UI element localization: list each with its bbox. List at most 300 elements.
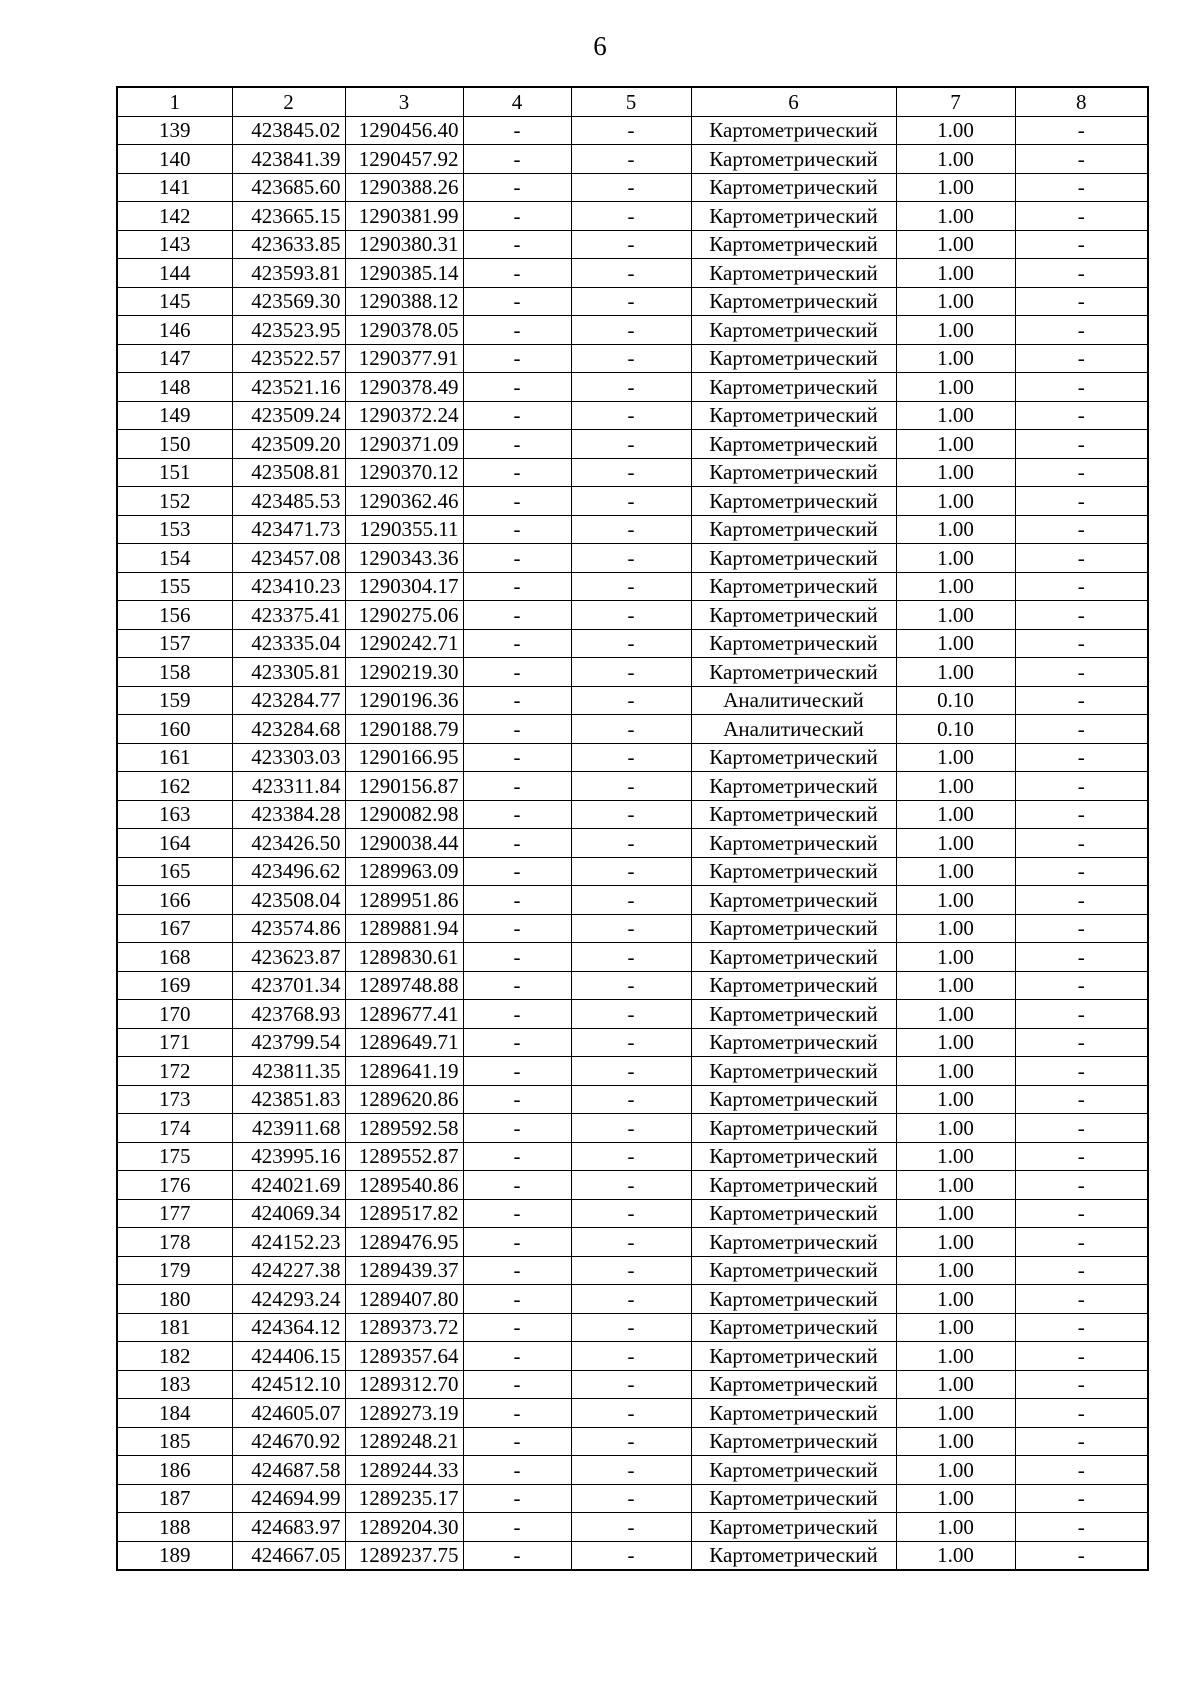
cell-accuracy: 1.00 [896,259,1015,288]
cell-coord-x: 423509.20 [232,430,345,459]
cell-coord-y: 1290362.46 [345,487,463,516]
cell-col-5: - [571,1057,691,1086]
cell-point-number: 177 [117,1199,232,1228]
cell-point-number: 166 [117,886,232,915]
cell-coord-x: 424694.99 [232,1484,345,1513]
cell-col-8: - [1015,430,1148,459]
cell-coord-y: 1290355.11 [345,515,463,544]
cell-col-4: - [463,800,571,829]
cell-point-number: 183 [117,1370,232,1399]
cell-method: Картометрический [691,1228,896,1257]
cell-point-number: 150 [117,430,232,459]
cell-col-4: - [463,1057,571,1086]
cell-method: Картометрический [691,1285,896,1314]
cell-coord-y: 1289357.64 [345,1342,463,1371]
table-row [117,1313,1148,1342]
cell-method: Картометрический [691,544,896,573]
cell-point-number: 154 [117,544,232,573]
cell-col-5: - [571,1114,691,1143]
cell-accuracy: 1.00 [896,1484,1015,1513]
cell-col-5: - [571,1171,691,1200]
cell-col-4: - [463,629,571,658]
cell-point-number: 161 [117,743,232,772]
cell-coord-y: 1290380.31 [345,230,463,259]
table-row [117,202,1148,231]
table-row [117,857,1148,886]
cell-coord-y: 1289439.37 [345,1256,463,1285]
cell-col-8: - [1015,971,1148,1000]
table-row [117,401,1148,430]
table-row [117,373,1148,402]
cell-col-8: - [1015,914,1148,943]
cell-coord-y: 1289407.80 [345,1285,463,1314]
cell-accuracy: 0.10 [896,686,1015,715]
cell-col-5: - [571,629,691,658]
cell-coord-y: 1290377.91 [345,344,463,373]
cell-col-5: - [571,572,691,601]
cell-col-4: - [463,1370,571,1399]
cell-accuracy: 1.00 [896,1085,1015,1114]
cell-accuracy: 1.00 [896,772,1015,801]
cell-point-number: 160 [117,715,232,744]
cell-coord-x: 424069.34 [232,1199,345,1228]
cell-coord-y: 1290196.36 [345,686,463,715]
cell-coord-x: 423485.53 [232,487,345,516]
cell-coord-y: 1289204.30 [345,1513,463,1542]
cell-col-4: - [463,857,571,886]
cell-point-number: 151 [117,458,232,487]
cell-coord-x: 423841.39 [232,145,345,174]
cell-col-5: - [571,373,691,402]
cell-col-5: - [571,715,691,744]
cell-col-4: - [463,173,571,202]
cell-point-number: 172 [117,1057,232,1086]
cell-method: Картометрический [691,1427,896,1456]
cell-accuracy: 1.00 [896,316,1015,345]
table-row [117,914,1148,943]
cell-col-8: - [1015,686,1148,715]
cell-coord-x: 423523.95 [232,316,345,345]
table-row [117,658,1148,687]
cell-point-number: 162 [117,772,232,801]
cell-point-number: 140 [117,145,232,174]
cell-col-4: - [463,601,571,630]
table-row [117,515,1148,544]
cell-col-8: - [1015,658,1148,687]
cell-col-8: - [1015,857,1148,886]
table-row [117,458,1148,487]
cell-col-5: - [571,1456,691,1485]
cell-col-4: - [463,1085,571,1114]
cell-method: Картометрический [691,572,896,601]
cell-col-4: - [463,344,571,373]
cell-coord-x: 424512.10 [232,1370,345,1399]
cell-col-5: - [571,145,691,174]
cell-accuracy: 1.00 [896,658,1015,687]
cell-accuracy: 1.00 [896,857,1015,886]
cell-accuracy: 1.00 [896,487,1015,516]
cell-method: Картометрический [691,743,896,772]
cell-col-8: - [1015,544,1148,573]
table-row [117,1028,1148,1057]
cell-col-8: - [1015,800,1148,829]
cell-coord-y: 1290242.71 [345,629,463,658]
table-row [117,344,1148,373]
cell-col-5: - [571,287,691,316]
cell-col-5: - [571,259,691,288]
cell-point-number: 153 [117,515,232,544]
cell-coord-x: 423851.83 [232,1085,345,1114]
cell-point-number: 164 [117,829,232,858]
cell-coord-y: 1289248.21 [345,1427,463,1456]
cell-coord-y: 1290388.26 [345,173,463,202]
cell-coord-y: 1290456.40 [345,116,463,145]
cell-accuracy: 1.00 [896,629,1015,658]
cell-method: Картометрический [691,1513,896,1542]
cell-coord-x: 423521.16 [232,373,345,402]
cell-col-4: - [463,287,571,316]
cell-point-number: 174 [117,1114,232,1143]
cell-coord-y: 1289273.19 [345,1399,463,1428]
cell-point-number: 155 [117,572,232,601]
cell-method: Картометрический [691,971,896,1000]
column-header: 5 [571,87,691,116]
cell-method: Картометрический [691,401,896,430]
cell-col-4: - [463,230,571,259]
table-row [117,1427,1148,1456]
table-row [117,1399,1148,1428]
cell-col-5: - [571,743,691,772]
cell-method: Картометрический [691,1199,896,1228]
cell-col-8: - [1015,316,1148,345]
cell-col-4: - [463,914,571,943]
cell-accuracy: 1.00 [896,1399,1015,1428]
cell-coord-y: 1290275.06 [345,601,463,630]
cell-col-8: - [1015,1256,1148,1285]
cell-coord-y: 1290156.87 [345,772,463,801]
cell-col-5: - [571,344,691,373]
cell-col-5: - [571,1427,691,1456]
cell-col-8: - [1015,1228,1148,1257]
cell-method: Картометрический [691,230,896,259]
cell-col-8: - [1015,1427,1148,1456]
cell-coord-x: 423375.41 [232,601,345,630]
cell-col-8: - [1015,743,1148,772]
cell-accuracy: 1.00 [896,1228,1015,1257]
cell-method: Картометрический [691,857,896,886]
table-row [117,686,1148,715]
cell-col-8: - [1015,287,1148,316]
cell-coord-y: 1289552.87 [345,1142,463,1171]
cell-accuracy: 1.00 [896,1199,1015,1228]
column-header: 7 [896,87,1015,116]
cell-accuracy: 1.00 [896,1427,1015,1456]
cell-col-5: - [571,1256,691,1285]
cell-col-5: - [571,173,691,202]
cell-accuracy: 1.00 [896,1342,1015,1371]
cell-accuracy: 1.00 [896,373,1015,402]
cell-col-8: - [1015,1199,1148,1228]
cell-col-8: - [1015,1171,1148,1200]
cell-col-8: - [1015,1285,1148,1314]
cell-method: Картометрический [691,1057,896,1086]
cell-coord-x: 423284.68 [232,715,345,744]
cell-method: Картометрический [691,1142,896,1171]
cell-coord-y: 1290388.12 [345,287,463,316]
cell-coord-x: 423509.24 [232,401,345,430]
cell-col-5: - [571,1000,691,1029]
cell-col-4: - [463,1427,571,1456]
cell-coord-x: 423623.87 [232,943,345,972]
cell-col-4: - [463,772,571,801]
cell-method: Картометрический [691,629,896,658]
table-row [117,1000,1148,1029]
cell-col-8: - [1015,145,1148,174]
cell-accuracy: 1.00 [896,544,1015,573]
table-row [117,1057,1148,1086]
cell-method: Картометрический [691,1541,896,1570]
cell-point-number: 169 [117,971,232,1000]
cell-col-8: - [1015,629,1148,658]
cell-col-8: - [1015,715,1148,744]
cell-coord-x: 423311.84 [232,772,345,801]
table-row [117,173,1148,202]
cell-col-4: - [463,743,571,772]
table-row [117,1370,1148,1399]
cell-col-4: - [463,202,571,231]
cell-method: Картометрический [691,1370,896,1399]
column-header: 4 [463,87,571,116]
cell-point-number: 149 [117,401,232,430]
cell-point-number: 167 [117,914,232,943]
cell-col-4: - [463,544,571,573]
cell-coord-x: 423335.04 [232,629,345,658]
cell-col-5: - [571,943,691,972]
cell-point-number: 184 [117,1399,232,1428]
cell-col-5: - [571,800,691,829]
cell-coord-y: 1289951.86 [345,886,463,915]
cell-col-5: - [571,857,691,886]
cell-point-number: 175 [117,1142,232,1171]
cell-col-8: - [1015,1399,1148,1428]
table-row [117,230,1148,259]
cell-col-5: - [571,601,691,630]
cell-method: Картометрический [691,601,896,630]
cell-point-number: 189 [117,1541,232,1570]
cell-accuracy: 1.00 [896,1057,1015,1086]
cell-col-8: - [1015,344,1148,373]
cell-col-5: - [571,886,691,915]
cell-col-8: - [1015,1000,1148,1029]
table-row [117,544,1148,573]
cell-point-number: 141 [117,173,232,202]
cell-method: Картометрический [691,1342,896,1371]
cell-col-4: - [463,1342,571,1371]
cell-coord-x: 424152.23 [232,1228,345,1257]
cell-method: Картометрический [691,1000,896,1029]
cell-accuracy: 1.00 [896,1456,1015,1485]
cell-col-5: - [571,1313,691,1342]
column-header: 1 [117,87,232,116]
cell-point-number: 145 [117,287,232,316]
cell-coord-x: 423665.15 [232,202,345,231]
table-row [117,1513,1148,1542]
cell-point-number: 180 [117,1285,232,1314]
cell-coord-y: 1289963.09 [345,857,463,886]
cell-accuracy: 1.00 [896,1028,1015,1057]
cell-col-4: - [463,458,571,487]
cell-col-4: - [463,715,571,744]
cell-col-4: - [463,1142,571,1171]
cell-coord-x: 423799.54 [232,1028,345,1057]
cell-accuracy: 1.00 [896,1256,1015,1285]
cell-col-5: - [571,1513,691,1542]
cell-col-4: - [463,145,571,174]
cell-accuracy: 1.00 [896,1000,1015,1029]
cell-col-8: - [1015,886,1148,915]
cell-point-number: 188 [117,1513,232,1542]
cell-method: Картометрический [691,145,896,174]
table-row [117,316,1148,345]
cell-col-5: - [571,458,691,487]
table-row [117,943,1148,972]
cell-coord-x: 424406.15 [232,1342,345,1371]
table-row [117,1085,1148,1114]
cell-coord-x: 423768.93 [232,1000,345,1029]
cell-accuracy: 1.00 [896,1142,1015,1171]
cell-accuracy: 1.00 [896,1285,1015,1314]
cell-method: Картометрический [691,943,896,972]
table-row [117,287,1148,316]
column-header: 6 [691,87,896,116]
cell-col-8: - [1015,1342,1148,1371]
cell-col-8: - [1015,1484,1148,1513]
cell-col-8: - [1015,1541,1148,1570]
cell-point-number: 171 [117,1028,232,1057]
cell-coord-y: 1290371.09 [345,430,463,459]
cell-col-4: - [463,487,571,516]
cell-col-5: - [571,971,691,1000]
cell-col-5: - [571,686,691,715]
cell-accuracy: 1.00 [896,344,1015,373]
cell-col-4: - [463,515,571,544]
cell-accuracy: 1.00 [896,1171,1015,1200]
cell-point-number: 187 [117,1484,232,1513]
cell-coord-y: 1289312.70 [345,1370,463,1399]
cell-coord-x: 423845.02 [232,116,345,145]
cell-method: Картометрический [691,1484,896,1513]
cell-col-8: - [1015,458,1148,487]
cell-accuracy: 1.00 [896,800,1015,829]
cell-accuracy: 1.00 [896,230,1015,259]
cell-col-4: - [463,1484,571,1513]
cell-col-8: - [1015,202,1148,231]
cell-coord-y: 1290082.98 [345,800,463,829]
cell-col-5: - [571,1484,691,1513]
cell-col-5: - [571,1342,691,1371]
cell-col-4: - [463,943,571,972]
cell-col-5: - [571,515,691,544]
cell-coord-y: 1290188.79 [345,715,463,744]
cell-coord-y: 1290385.14 [345,259,463,288]
cell-coord-y: 1290304.17 [345,572,463,601]
table-row [117,829,1148,858]
table-row [117,430,1148,459]
cell-col-4: - [463,971,571,1000]
cell-col-8: - [1015,943,1148,972]
table-row [117,629,1148,658]
cell-accuracy: 1.00 [896,743,1015,772]
cell-coord-x: 423284.77 [232,686,345,715]
cell-accuracy: 1.00 [896,515,1015,544]
cell-accuracy: 1.00 [896,1114,1015,1143]
cell-col-8: - [1015,487,1148,516]
table-row [117,487,1148,516]
cell-coord-x: 423633.85 [232,230,345,259]
cell-point-number: 182 [117,1342,232,1371]
cell-coord-y: 1290343.36 [345,544,463,573]
cell-coord-y: 1289748.88 [345,971,463,1000]
cell-coord-y: 1289476.95 [345,1228,463,1257]
cell-coord-y: 1290370.12 [345,458,463,487]
cell-col-5: - [571,116,691,145]
cell-col-5: - [571,1228,691,1257]
cell-coord-x: 423995.16 [232,1142,345,1171]
table-row [117,1342,1148,1371]
cell-col-4: - [463,1114,571,1143]
cell-point-number: 159 [117,686,232,715]
cell-coord-x: 423574.86 [232,914,345,943]
cell-coord-x: 424687.58 [232,1456,345,1485]
cell-col-8: - [1015,829,1148,858]
cell-accuracy: 1.00 [896,430,1015,459]
page-number: 6 [593,31,607,61]
cell-col-5: - [571,1199,691,1228]
column-header: 2 [232,87,345,116]
cell-col-5: - [571,829,691,858]
cell-coord-y: 1290219.30 [345,658,463,687]
cell-col-4: - [463,572,571,601]
cell-point-number: 157 [117,629,232,658]
table-row [117,572,1148,601]
cell-col-8: - [1015,1370,1148,1399]
table-row [117,715,1148,744]
cell-col-5: - [571,1142,691,1171]
cell-col-4: - [463,1256,571,1285]
cell-col-4: - [463,430,571,459]
cell-col-4: - [463,658,571,687]
cell-col-5: - [571,487,691,516]
table-row [117,1484,1148,1513]
cell-coord-x: 423384.28 [232,800,345,829]
table-row [117,1285,1148,1314]
cell-col-5: - [571,430,691,459]
cell-coord-y: 1290381.99 [345,202,463,231]
cell-method: Картометрический [691,914,896,943]
table-row [117,1114,1148,1143]
column-header: 3 [345,87,463,116]
table-row [117,1199,1148,1228]
cell-col-5: - [571,202,691,231]
cell-col-8: - [1015,1456,1148,1485]
cell-method: Картометрический [691,1256,896,1285]
cell-col-8: - [1015,230,1148,259]
cell-method: Картометрический [691,430,896,459]
cell-col-4: - [463,116,571,145]
cell-accuracy: 1.00 [896,572,1015,601]
cell-col-4: - [463,1199,571,1228]
cell-col-8: - [1015,1028,1148,1057]
